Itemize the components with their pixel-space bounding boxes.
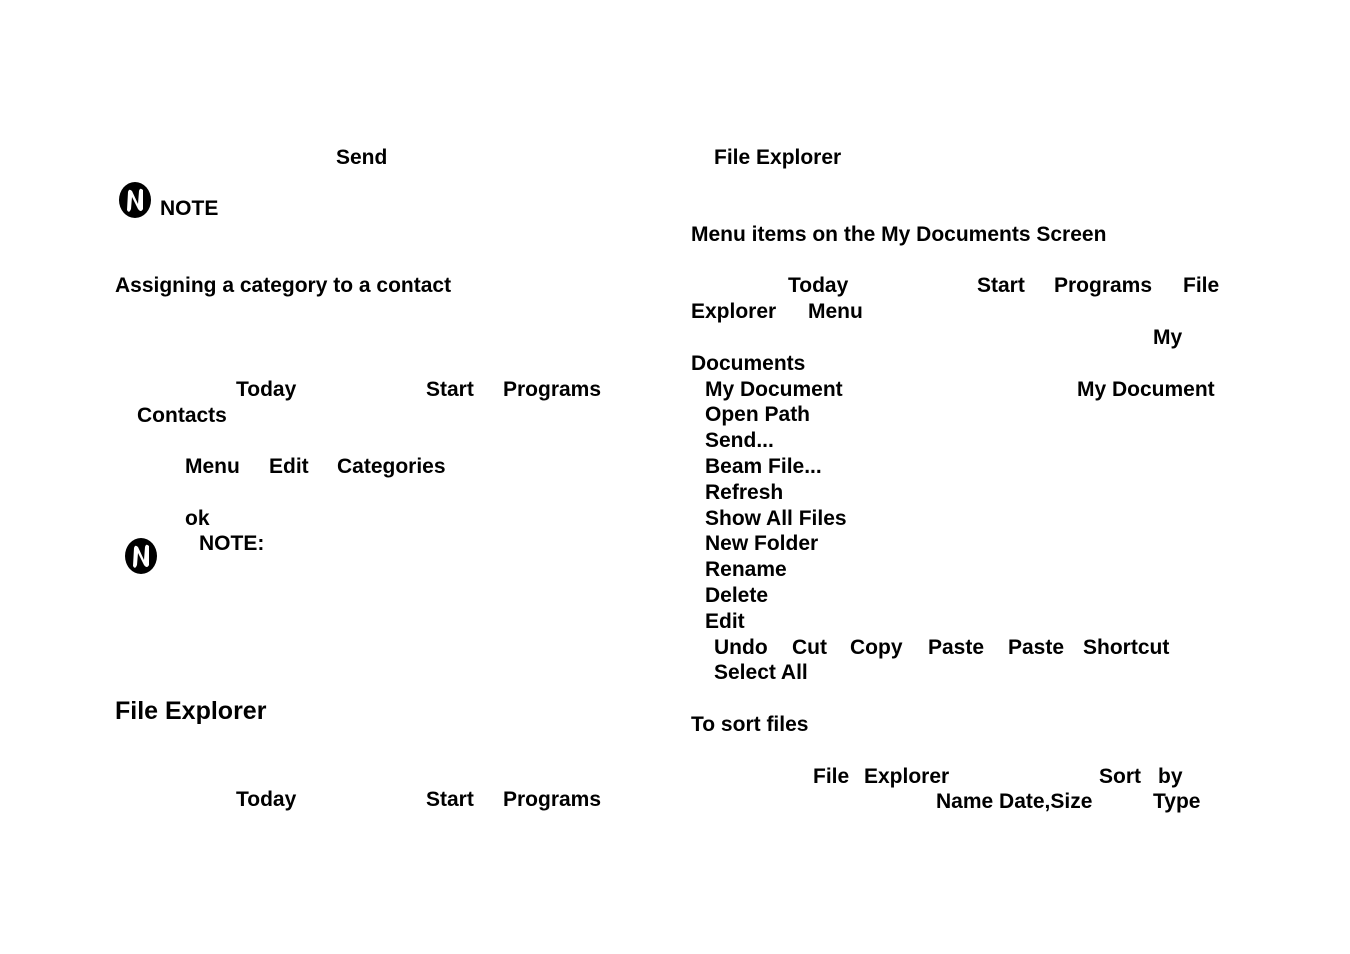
menu-item-refresh: Refresh — [705, 481, 784, 504]
submenu-paste-2: Paste — [1008, 636, 1065, 659]
path-explorer: Explorer — [691, 300, 777, 323]
menu-item-delete: Delete — [705, 584, 769, 607]
note-icon — [117, 180, 153, 220]
menu-items-heading: Menu items on the My Documents Screen — [691, 223, 1107, 246]
file-explorer-heading: File Explorer — [115, 697, 267, 725]
path-documents: Documents — [691, 352, 806, 375]
send-label: Send — [336, 146, 388, 169]
path-start: Start — [426, 378, 474, 401]
file-explorer-title: File Explorer — [714, 146, 842, 169]
submenu-paste: Paste — [928, 636, 985, 659]
sort-name-date-size: Name Date,Size — [936, 790, 1093, 813]
path-menu: Menu — [185, 455, 240, 478]
my-document-right: My Document — [1077, 378, 1215, 401]
note-icon — [123, 536, 159, 576]
menu-item-show-all-files: Show All Files — [705, 507, 847, 530]
path-categories: Categories — [337, 455, 446, 478]
sort-explorer: Explorer — [864, 765, 950, 788]
path-contacts: Contacts — [137, 404, 227, 427]
menu-item-open-path: Open Path — [705, 403, 811, 426]
menu-item-edit: Edit — [705, 610, 745, 633]
menu-item-rename: Rename — [705, 558, 787, 581]
submenu-undo: Undo — [714, 636, 768, 659]
path-programs-3: Programs — [1054, 274, 1153, 297]
note-label: NOTE — [160, 197, 219, 220]
menu-item-new-folder: New Folder — [705, 532, 819, 555]
path-programs: Programs — [503, 378, 602, 401]
path-menu-2: Menu — [808, 300, 863, 323]
path-today: Today — [236, 378, 297, 401]
submenu-shortcut: Shortcut — [1083, 636, 1170, 659]
sort-type: Type — [1153, 790, 1201, 813]
assign-category-heading: Assigning a category to a contact — [115, 274, 452, 297]
menu-item-my-document: My Document — [705, 378, 843, 401]
note2-label: NOTE: — [199, 532, 265, 555]
sort-by: by — [1158, 765, 1183, 788]
path-start-2: Start — [426, 788, 474, 811]
ok-label: ok — [185, 507, 210, 530]
path-start-3: Start — [977, 274, 1025, 297]
path-today-3: Today — [788, 274, 849, 297]
submenu-copy: Copy — [850, 636, 903, 659]
path-today-2: Today — [236, 788, 297, 811]
submenu-cut: Cut — [792, 636, 827, 659]
menu-item-send: Send... — [705, 429, 774, 452]
submenu-select-all: Select All — [714, 661, 808, 684]
path-programs-2: Programs — [503, 788, 602, 811]
menu-item-beam-file: Beam File... — [705, 455, 822, 478]
path-my: My — [1153, 326, 1183, 349]
sort-sort: Sort — [1099, 765, 1141, 788]
path-file: File — [1183, 274, 1220, 297]
sort-files-heading: To sort files — [691, 713, 809, 736]
path-edit: Edit — [269, 455, 309, 478]
sort-file: File — [813, 765, 850, 788]
